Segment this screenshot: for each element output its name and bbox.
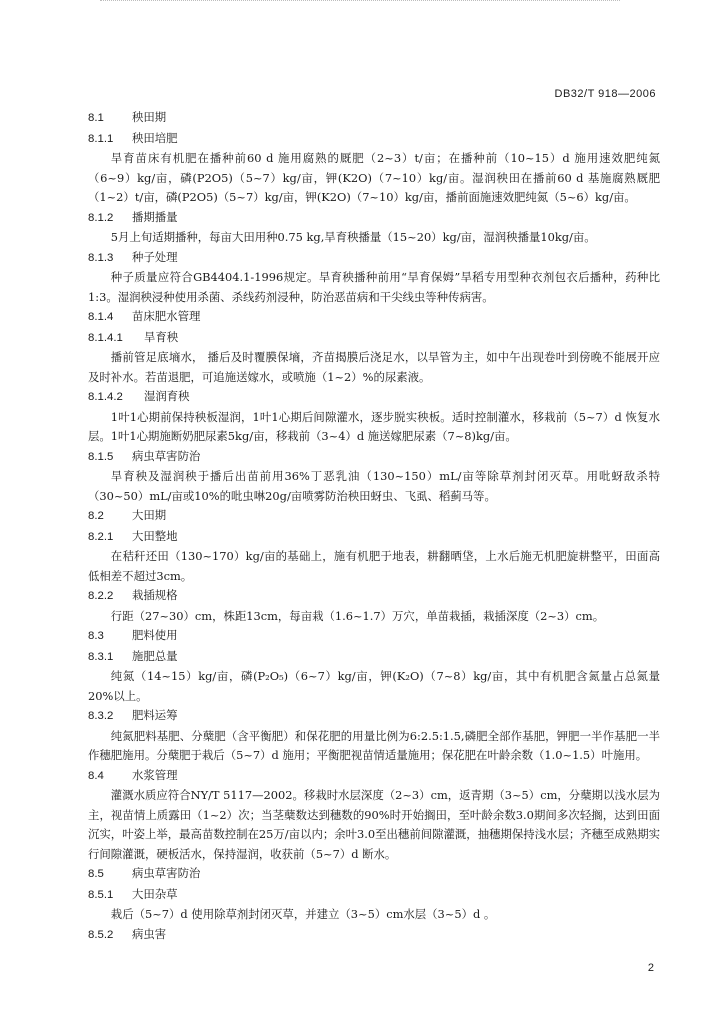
section-number: 8.5.1 (88, 888, 114, 901)
section-number: 8.3.1 (88, 650, 114, 663)
section-heading-8-5-1 (88, 885, 660, 906)
section-heading-8-1-4 (88, 307, 660, 328)
section-title: 秧田期 (132, 110, 167, 124)
section-title: 病虫害 (132, 926, 167, 941)
section-title: 栽插规格 (132, 588, 178, 602)
body-paragraph: 纯氮肥料基肥、分蘖肥（含平衡肥）和保花肥的用量比例为6:2.5:1.5,磷肥全部作基肥，钾肥一半作基肥一半作穗肥施用。分蘖肥于栽后（5~7）d 施用；平衡肥视苗情适量施用；保花肥在叶龄余数（1.0~1.5）叶施用。 (88, 728, 660, 762)
section-heading-8-1-1 (88, 129, 660, 150)
section-number: 8.2.2 (88, 590, 114, 602)
top-edge-rule (100, 0, 620, 4)
section-number: 8.3.2 (88, 710, 114, 722)
section-number: 8.1 (88, 112, 104, 124)
section-title: 病虫草害防治 (132, 448, 201, 463)
section-number: 8.1.1 (88, 132, 114, 145)
section-number: 8.2 (88, 510, 104, 522)
section-number: 8.1.5 (88, 450, 114, 463)
section-title: 大田杂草 (132, 886, 178, 901)
section-heading-8-1 (88, 108, 660, 129)
body-paragraph: 播前管足底墒水， 播后及时覆膜保墒，齐苗揭膜后浇足水，以旱管为主，如中午出现卷叶到傍晚不能展开应及时补水。若苗退肥，可追施送嫁水，或喷施（1~2）%的尿素液。 (88, 350, 660, 384)
section-heading-8-1-2 (88, 208, 660, 229)
body-paragraph: 灌溉水质应符合NY/T 5117—2002。移栽时水层深度（2~3）cm，返青期（3~5）cm，分蘖期以浅水层为主，视苗情上质露田（1~2）次；当茎蘖数达到穗数的90%时开始搁田，至叶龄余数3.0期间多次轻搁，达到田面沉实，叶姿上举，最高苗数控制在25万/亩以内；余叶3.0至出穗前间隙灌溉，抽穗期保持浅水层；齐穗至成熟期实行间隙灌溉，硬板活水，保持湿润，收获前（5~7）d 断水。 (88, 788, 660, 861)
section-heading-8-5-2 (88, 925, 660, 946)
document-body (88, 108, 660, 945)
section-number: 8.3 (88, 630, 104, 642)
section-heading-8-3 (88, 626, 660, 647)
section-title: 苗床肥水管理 (132, 309, 201, 323)
section-number: 8.5 (88, 868, 104, 880)
section-heading-8-4 (88, 766, 660, 787)
section-number: 8.1.3 (88, 251, 114, 264)
section-heading-8-3-2 (88, 706, 660, 727)
body-paragraph: 纯氮（14~15）kg/亩，磷(P₂O₅)（6~7）kg/亩，钾(K₂O)（7~8）kg/亩，其中有机肥含氮量占总氮量20%以上。 (88, 669, 660, 703)
section-title: 湿润育秧 (144, 389, 190, 403)
section-title: 水浆管理 (132, 767, 178, 782)
page-number: 2 (647, 962, 654, 974)
section-number: 8.5.2 (88, 928, 114, 941)
section-title: 病虫草害防治 (132, 866, 201, 880)
section-number: 8.1.4 (88, 311, 114, 323)
section-number: 8.4 (88, 769, 104, 782)
section-heading-8-3-1 (88, 647, 660, 668)
body-paragraph: 旱育秧及湿润秧于播后出苗前用36%丁恶乳油（130~150）mL/亩等除草剂封闭灭草。用吡蚜敌杀特（30~50）mL/亩或10%的吡虫啉20g/亩喷雾防治秧田蚜虫、飞虱、稻蓟马等。 (88, 469, 660, 503)
section-title: 大田期 (132, 508, 167, 522)
body-paragraph: 种子质量应符合GB4404.1-1996规定。旱育秧播种前用“旱育保姆”旱稻专用型种衣剂包衣后播种，药种比1:3。湿润秧浸种使用杀菌、杀线药剂浸种，防治恶苗病和干尖线虫等种传病害。 (88, 270, 660, 304)
section-heading-8-5 (88, 864, 660, 885)
section-title: 旱育秧 (144, 329, 179, 344)
section-title: 肥料运筹 (132, 708, 178, 722)
section-title: 播期播量 (132, 209, 178, 224)
section-number: 8.1.4.2 (88, 391, 123, 403)
section-title: 大田整地 (132, 528, 178, 543)
section-heading-8-2-1 (88, 527, 660, 548)
section-heading-8-2 (88, 506, 660, 527)
section-heading-8-1-4-2 (88, 387, 660, 408)
section-heading-8-1-5 (88, 447, 660, 468)
body-paragraph: 在秸秆还田（130~170）kg/亩的基础上，施有机肥于地表，耕翻晒垡，上水后施无机肥旋耕整平，田面高低相差不超过3cm。 (88, 549, 660, 583)
section-title: 种子处理 (132, 249, 178, 264)
body-paragraph: 5月上旬适期播种，每亩大田用种0.75 kg,旱育秧播量（15~20）kg/亩，湿润秧播量10kg/亩。 (110, 230, 596, 244)
section-title: 秧田培肥 (132, 130, 178, 145)
section-title: 肥料使用 (132, 628, 178, 642)
section-heading-8-2-2 (88, 586, 660, 607)
section-heading-8-1-3 (88, 248, 660, 269)
section-title: 施肥总量 (132, 648, 178, 663)
section-number: 8.1.2 (88, 211, 114, 224)
body-paragraph: 行距（27~30）cm，株距13cm，每亩栽（1.6~1.7）万穴，单苗栽插，栽插深度（2~3）cm。 (110, 608, 605, 623)
body-paragraph: 旱育苗床有机肥在播种前60 d 施用腐熟的厩肥（2~3）t/亩；在播种前（10~15）d 施用速效肥纯氮（6~9）kg/亩，磷(P2O5)（5~7）kg/亩，钾(K2O)（7~10）kg/亩。湿润秧田在播前60 d 基施腐熟厩肥（1~2）t/亩，磷(P2O5)（5~7）kg/亩，钾(K2O)（7~10）kg/亩，播前面施速效肥纯氮（5~6）kg/亩。 (88, 151, 660, 204)
document-code: DB32/T 918—2006 (554, 88, 656, 100)
body-paragraph: 栽后（5~7）d 使用除草剂封闭灭草，并建立（3~5）cm水层（3~5）d 。 (110, 907, 496, 921)
section-number: 8.1.4.1 (88, 331, 123, 344)
body-paragraph: 1叶1心期前保持秧板湿润，1叶1心期后间隙灌水，逐步脱实秧板。适时控制灌水，移栽前（5~7）d 恢复水层。1叶1心期施断奶肥尿素5kg/亩，移栽前（3~4）d 施送嫁肥尿素（7~8)kg/亩。 (88, 409, 660, 443)
section-number: 8.2.1 (88, 530, 114, 543)
section-heading-8-1-4-1 (88, 328, 660, 349)
